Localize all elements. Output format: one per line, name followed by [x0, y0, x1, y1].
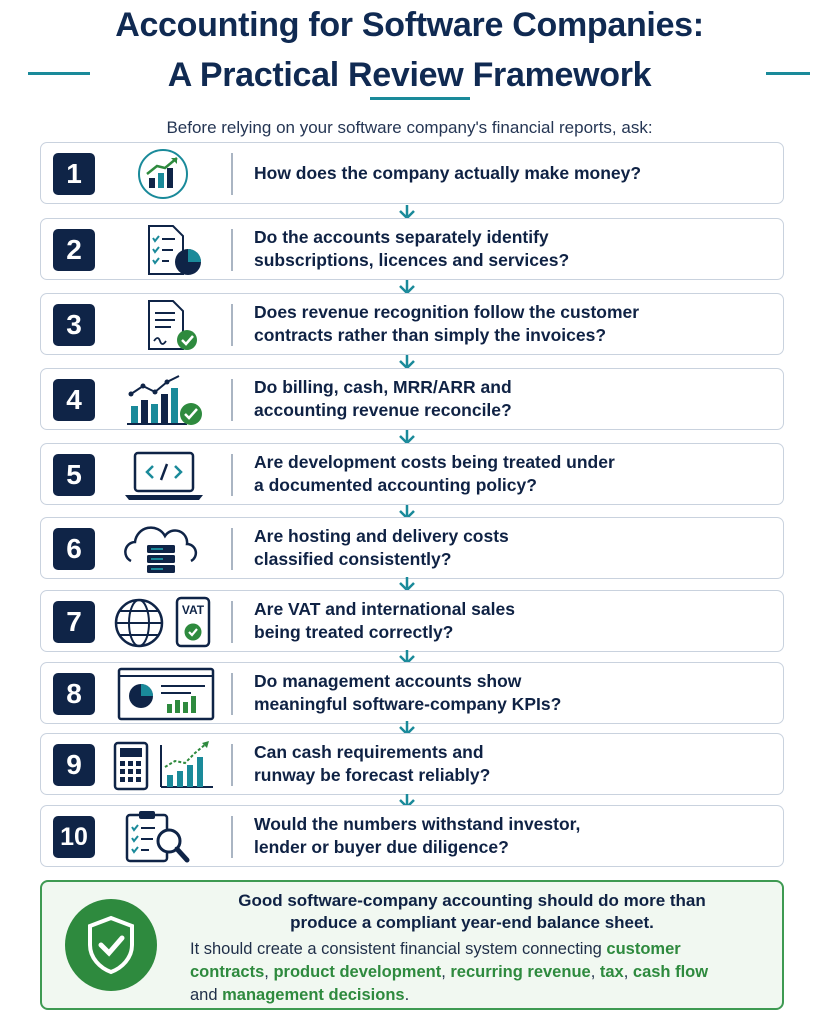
cloud-server-icon [111, 521, 221, 577]
question-line: classified consistently? [254, 549, 452, 569]
question-number: 6 [53, 528, 95, 570]
question-text [254, 591, 764, 651]
question-number: 2 [53, 229, 95, 271]
growth-chart-icon [111, 146, 221, 202]
row-divider [231, 229, 233, 271]
calculator-forecast-icon [111, 737, 221, 793]
question-text [254, 143, 764, 203]
callout-text: It should create a consistent financial system connecting [190, 940, 607, 958]
question-line: a documented accounting policy? [254, 475, 537, 495]
question-row-8 [40, 662, 784, 724]
callout-text: , [590, 963, 600, 981]
question-number: 4 [53, 379, 95, 421]
row-divider [231, 744, 233, 786]
question-row-2 [40, 218, 784, 280]
question-line: being treated correctly? [254, 622, 454, 642]
title-rule-left [28, 72, 90, 75]
question-line: Are VAT and international sales [254, 599, 515, 619]
row-divider [231, 153, 233, 195]
question-row-10 [40, 805, 784, 867]
question-line: Are development costs being treated under [254, 452, 615, 472]
callout-highlight: product development [273, 963, 442, 981]
callout-body-line [190, 961, 770, 984]
trend-bars-check-icon [111, 372, 221, 428]
row-divider [231, 528, 233, 570]
question-line: accounting revenue reconcile? [254, 400, 512, 420]
checklist-pie-chart-icon [111, 222, 221, 278]
question-text [254, 806, 764, 866]
question-line: Do billing, cash, MRR/ARR and [254, 377, 512, 397]
question-row-6 [40, 517, 784, 579]
callout-text: , [441, 963, 451, 981]
row-divider [231, 601, 233, 643]
question-line: Does revenue recognition follow the customer [254, 302, 640, 322]
question-line: subscriptions, licences and services? [254, 250, 570, 270]
question-number: 9 [53, 744, 95, 786]
question-text [254, 369, 764, 429]
question-line: runway be forecast reliably? [254, 765, 491, 785]
question-number: 10 [53, 816, 95, 858]
question-row-7 [40, 590, 784, 652]
question-line: Do management accounts show [254, 671, 522, 691]
clipboard-magnifier-icon [111, 809, 221, 865]
row-divider [231, 816, 233, 858]
shield-check-icon [64, 898, 158, 992]
callout-highlight: cash flow [632, 963, 709, 981]
vat-label: VAT [181, 603, 205, 617]
question-line: lender or buyer due diligence? [254, 837, 509, 857]
question-text [254, 444, 764, 504]
dashboard-icon [111, 666, 221, 722]
question-line: Can cash requirements and [254, 742, 484, 762]
question-row-1 [40, 142, 784, 204]
question-row-3 [40, 293, 784, 355]
callout-text: . [404, 986, 410, 1004]
title-underline [370, 97, 470, 100]
question-number: 5 [53, 454, 95, 496]
callout-highlight: customer [606, 940, 681, 958]
question-line: meaningful software-company KPIs? [254, 694, 562, 714]
question-line: Do the accounts separately identify [254, 227, 549, 247]
callout-highlight: management decisions [222, 986, 405, 1004]
question-row-9 [40, 733, 784, 795]
question-line: Are hosting and delivery costs [254, 526, 509, 546]
page-title-line-1: Accounting for Software Companies: [115, 6, 704, 44]
question-text [254, 734, 764, 794]
title-rule-right [766, 72, 810, 75]
callout-highlight: contracts [190, 963, 265, 981]
callout-body [190, 938, 770, 1007]
question-row-5 [40, 443, 784, 505]
subtitle: Before relying on your software company's financial reports, ask: [166, 118, 653, 137]
summary-callout [40, 880, 784, 1010]
row-divider [231, 304, 233, 346]
question-text [254, 663, 764, 723]
laptop-code-icon [111, 447, 221, 503]
question-number: 3 [53, 304, 95, 346]
question-number: 7 [53, 601, 95, 643]
question-line: contracts rather than simply the invoices? [254, 325, 607, 345]
question-text [254, 518, 764, 578]
callout-text: and [190, 986, 223, 1004]
question-line: Would the numbers withstand investor, [254, 814, 581, 834]
callout-highlight: tax [599, 963, 624, 981]
contract-signed-check-icon [111, 297, 221, 353]
row-divider [231, 454, 233, 496]
callout-body-line [190, 984, 770, 1007]
callout-text: , [623, 963, 633, 981]
callout-highlight: recurring revenue [450, 963, 591, 981]
callout-body-line [190, 938, 770, 961]
question-text [254, 219, 764, 279]
question-number: 8 [53, 673, 95, 715]
callout-text: , [264, 963, 274, 981]
question-number: 1 [53, 153, 95, 195]
question-row-4 [40, 368, 784, 430]
page-title-line-2: A Practical Review Framework [167, 56, 652, 94]
question-text [254, 294, 764, 354]
callout-heading-line: Good software-company accounting should do more than [238, 891, 706, 910]
row-divider [231, 379, 233, 421]
callout-heading [192, 890, 752, 934]
row-divider [231, 673, 233, 715]
callout-heading-line: produce a compliant year-end balance sheet. [290, 913, 654, 932]
question-line: How does the company actually make money? [254, 162, 642, 183]
